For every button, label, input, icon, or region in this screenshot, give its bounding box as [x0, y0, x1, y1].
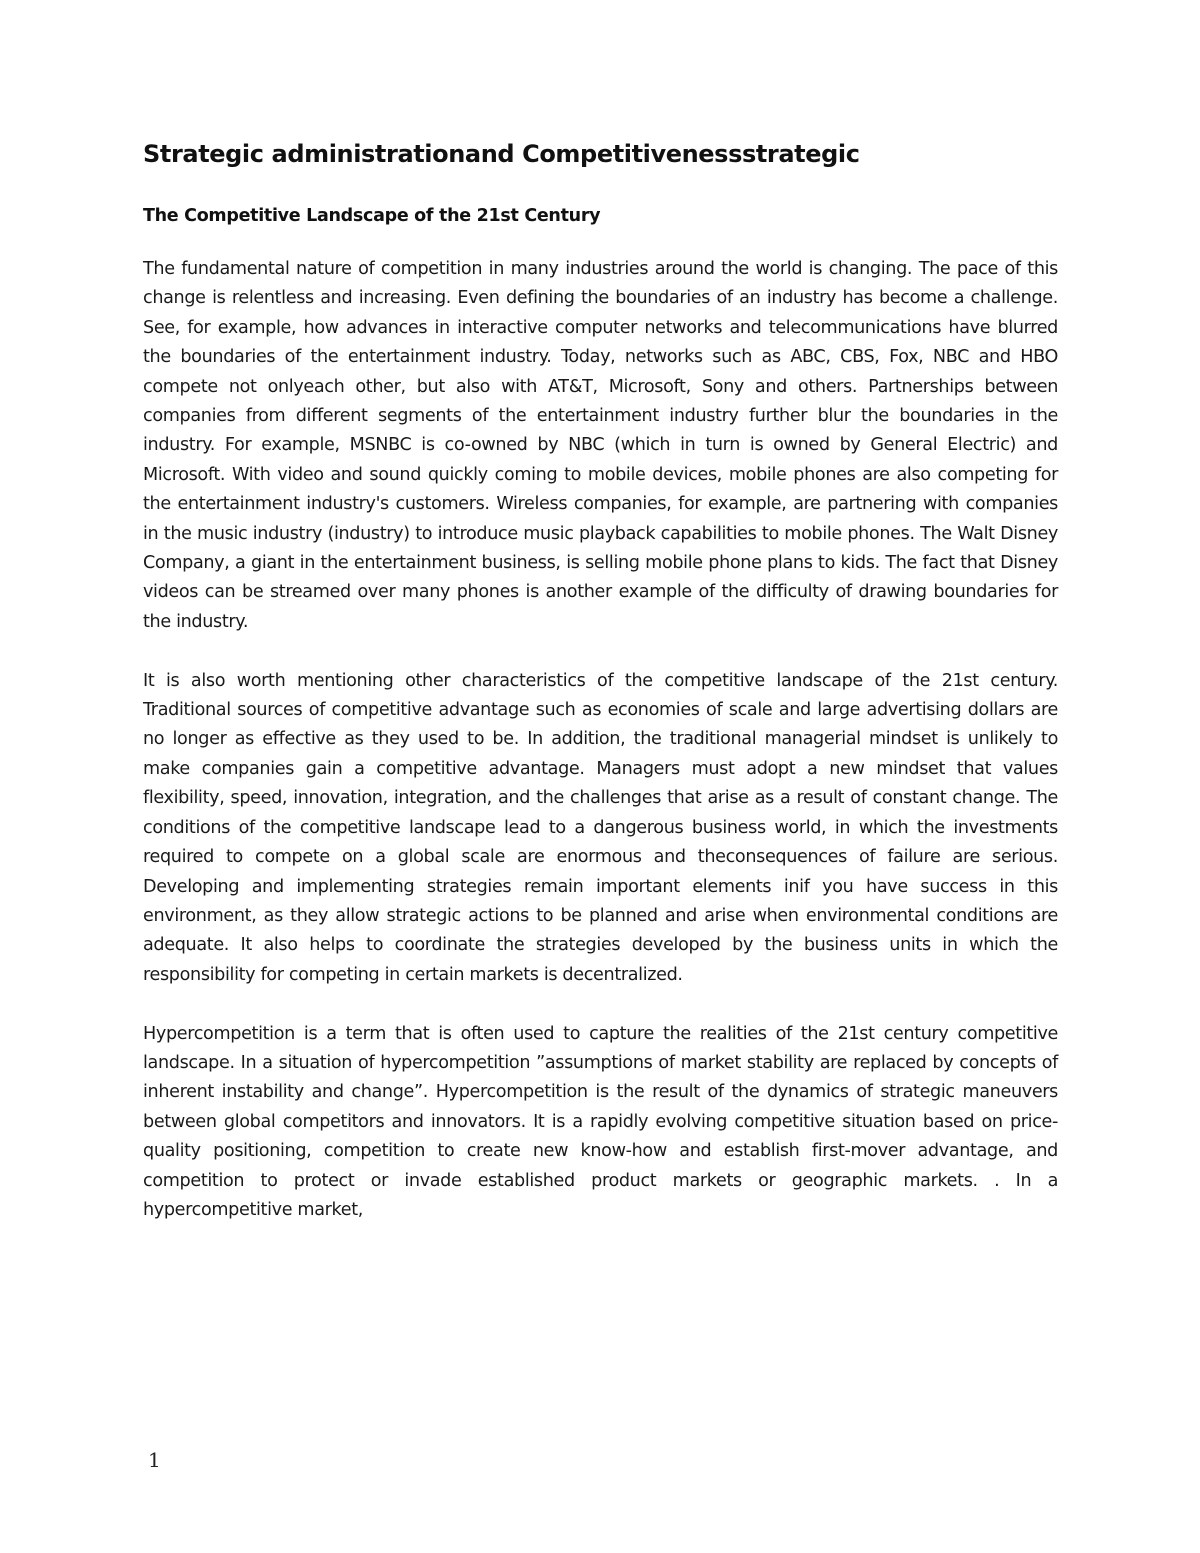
section-heading: The Competitive Landscape of the 21st Century	[143, 206, 601, 226]
paragraph-2: It is also worth mentioning other characteristics of the competitive landscape of the 21st century. Traditional sources of competitive advantage such as economies of scale and large advertising dollars are no longer as effective as they used to be. In addition, the traditional managerial mindset is unlikely to make companies gain a competitive advantage. Managers must adopt a new mindset that values flexibility, speed, innovation, integration, and the challenges that arise as a result of constant change. The conditions of the competitive landscape lead to a dangerous business world, in which the investments required to compete on a global scale are enormous and theconsequences of failure are serious. Developing and implementing strategies remain important elements inif you have success in this environment, as they allow strategic actions to be planned and arise when environmental conditions are adequate. It also helps to coordinate the strategies developed by the business units in which the responsibility for competing in certain markets is decentralized.	[143, 670, 1058, 985]
document-title: Strategic administrationand Competitivenessstrategic	[143, 140, 860, 168]
paragraph-1: The fundamental nature of competition in many industries around the world is changing. The pace of this change is relentless and increasing. Even defining the boundaries of an industry has become a challenge. See, for example, how advances in interactive computer networks and telecommunications have blurred the boundaries of the entertainment industry. Today, networks such as ABC, CBS, Fox, NBC and HBO compete not onlyeach other, but also with AT&T, Microsoft, Sony and others. Partnerships between companies from different segments of the entertainment industry further blur the boundaries in the industry. For example, MSNBC is co-owned by NBC (which in turn is owned by General Electric) and Microsoft. With video and sound quickly coming to mobile devices, mobile phones are also competing for the entertainment industry's customers. Wireless companies, for example, are partnering with companies in the music industry (industry) to introduce music playback capabilities to mobile phones. The Walt Disney Company, a giant in the entertainment business, is selling mobile phone plans to kids. The fact that Disney videos can be streamed over many phones is another example of the difficulty of drawing boundaries for the industry.	[143, 259, 1058, 632]
page-number: 1	[148, 1448, 161, 1472]
paragraph-3: Hypercompetition is a term that is often used to capture the realities of the 21st century competitive landscape. In a situation of hypercompetition ”assumptions of market stability are replaced by concepts of inherent instability and change”. Hypercompetition is the result of the dynamics of strategic maneuvers between global competitors and innovators. It is a rapidly evolving competitive situation based on price-quality positioning, competition to create new know-how and establish first-mover advantage, and competition to protect or invade established product markets or geographic markets. . In a hypercompetitive market,	[143, 1023, 1058, 1220]
page-content	[143, 140, 1058, 1255]
